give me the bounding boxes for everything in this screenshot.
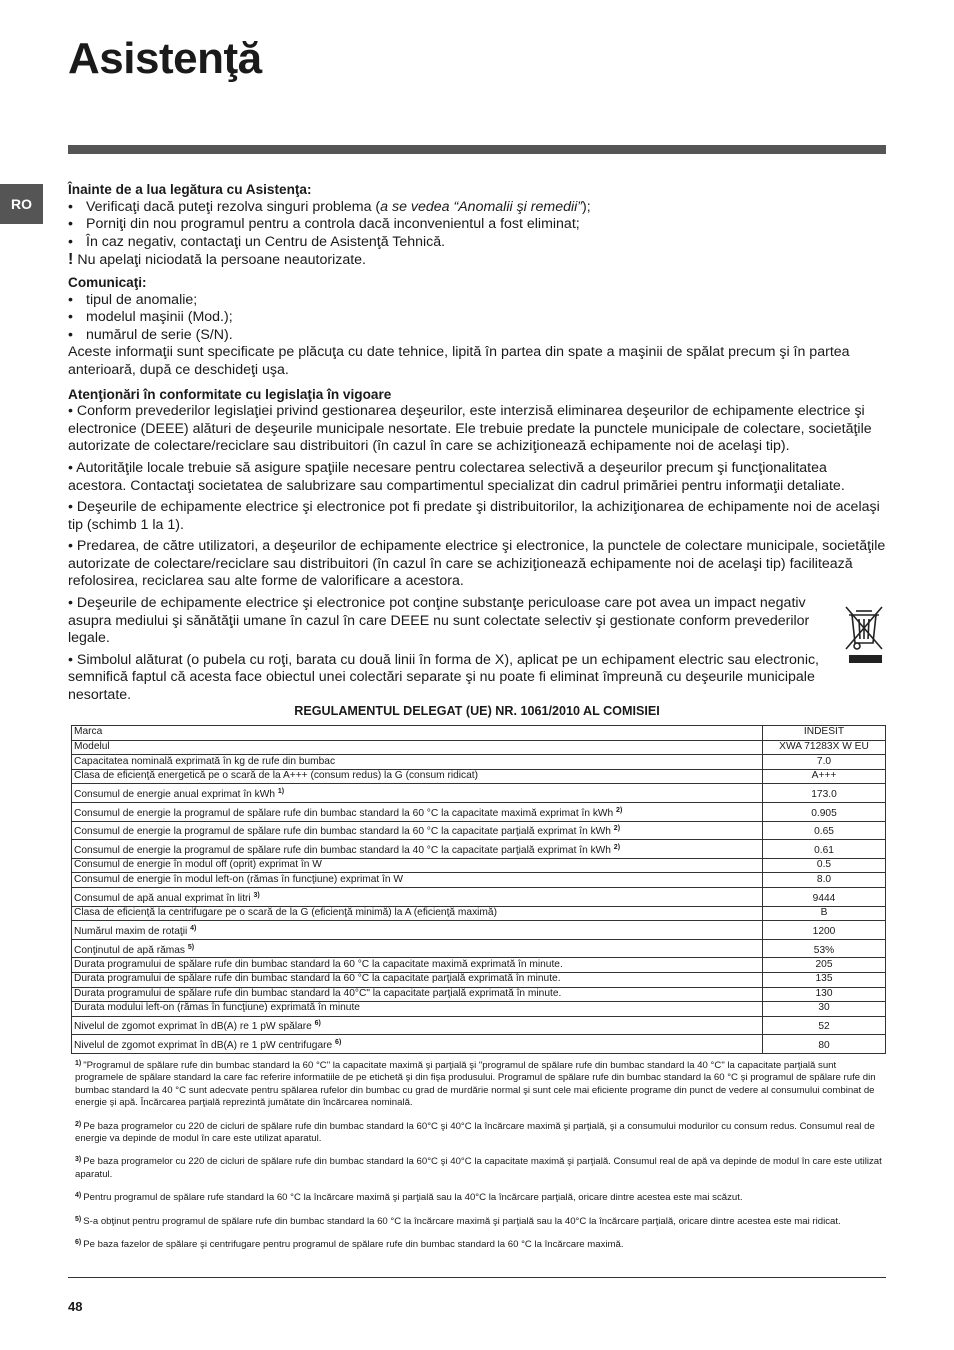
table-row [72,784,886,803]
communicate-item-3 [68,327,886,345]
exclamation-icon: ! [68,251,74,269]
bullet: • [68,233,73,250]
table-row [72,972,886,987]
table-cell-label [72,769,763,784]
footnote-mark: 3) [75,1156,82,1164]
footnote-mark: 1) [75,1060,82,1067]
footnote [75,1121,885,1146]
footnotes [75,1060,885,1262]
bullet: • [68,291,73,308]
before-item-1-end: ); [582,198,591,215]
legal-paragraph: • Simbolul alăturat (o pubela cu roţi, barata cu două linii în forma de X), aplicat pe un echipament electric sau electronic, semnifică faptul că acesta face obiectul unei colectări separate şi nu poate fi eliminat împreună cu deşeurile municipale nesortate. [68,651,820,704]
bullet: • [68,216,73,233]
footnote [75,1156,885,1181]
table-cell-label [72,840,763,859]
footnote [75,1216,885,1228]
row-label: Clasa de eficienţă energetică pe o scară de la A+++ (consum redus) la G (consum ridicat) [74,770,479,782]
table-row [72,840,886,859]
table-cell-value: B [763,906,886,921]
before-item-2 [68,216,886,234]
table-cell-value: 135 [763,972,886,987]
row-label: Nivelul de zgomot exprimat în dB(A) re 1 pW centrifugare [74,1040,333,1052]
footnote-ref: 5) [187,943,195,951]
language-tab: RO [0,184,43,224]
table-cell-label [72,939,763,958]
table-cell-value: 7.0 [763,755,886,770]
legal-paragraph: • Autorităţile locale trebuie să asigure spaţiile necesare pentru colectarea selectivă a deşeurilor precum şi funcţionalitatea acestora. Contactaţi societatea de salubrizare sau compartimentul specializat din cadrul primăriei pentru informaţii detaliate. [68,459,845,494]
legal-paragraph: • Deşeurile de echipamente electrice şi electronice pot fi predate şi distribuitorilor, la achiziţionarea de echipamente noi de acelaşi tip (schimb 1 la 1). [68,499,880,533]
table-cell-label [72,821,763,840]
legal-paragraph: • Predarea, de către utilizatori, a deşeurilor de echipamente electrice şi electronice, la punctele de colectare municipale, societăţile autorizate de colectare/reciclare sau distribuitori (în cazul în care se achiziţionează echipamente noi de acelaşi tip) facilitează refolosirea, reciclarea sau alte forme de valorificare a acestora. [68,538,886,590]
row-label: Consumul de energie anual exprimat în kWh [74,789,276,801]
legal-heading: Atenţionări în conformitate cu legislaţia în vigoare [68,386,392,402]
table-row [72,887,886,906]
table-cell-label [72,1002,763,1017]
table-row [72,726,886,741]
row-label: Clasa de eficienţă la centrifugare pe o scară de la G (eficienţă minimă) la A (eficienţă maximă) [74,906,497,918]
row-label: Modelul [74,740,110,752]
table-row [72,821,886,840]
table-cell-value: 0.5 [763,858,886,873]
table-cell-label [72,802,763,821]
table-row [72,802,886,821]
table-cell-value: 80 [763,1035,886,1054]
table-row [72,1035,886,1054]
table-row [72,906,886,921]
footnote-ref: 6) [314,1020,321,1028]
table-row [72,1016,886,1035]
table-cell-label [72,906,763,921]
page-title: Asistenţă [68,34,262,83]
before-contact-heading: Înainte de a lua legătura cu Asistenţa: [68,182,312,197]
table-row [72,921,886,940]
communicate-note: Aceste informaţii sunt specificate pe plăcuţa cu date tehnice, lipită în partea din spate a maşinii de spălat precum şi în partea anterioară, după ce deschideţi uşa. [68,344,850,378]
legal-paragraph: • Deşeurile de echipamente electrice şi electronice pot conţine substanţe periculoase care pot avea un impact negativ asupra mediului şi sănătăţii umane în cazul în care DEEE nu sunt colectate selectiv şi gestionate conform prevederilor legale. [68,595,810,647]
communicate-item-text: tipul de anomalie; [86,291,198,308]
table-cell-label [72,972,763,987]
header-rule [68,145,886,154]
row-label: Durata programului de spălare rufe din bumbac standard la 60 °C la capacitate parţială exprimată în minute. [74,973,561,985]
table-cell-value: 1200 [763,921,886,940]
communicate-item-text: modelul maşinii (Mod.); [86,309,233,326]
before-item-1 [68,199,886,217]
before-item-1-reference: a se vedea “Anomalii şi remedii” [380,198,583,215]
row-label: Nivelul de zgomot exprimat în dB(A) re 1 pW spălare [74,1021,312,1033]
row-label: Durata programului de spălare rufe din bumbac standard la 40°C" la capacitate parţială exprimată în minute. [74,987,562,999]
footer-rule [68,1277,886,1278]
footnote-ref: 4) [190,924,197,932]
table-cell-value: INDESIT [763,726,886,741]
legal-paragraph: • Conform prevederilor legislaţiei privind gestionarea deşeurilor, este interzisă eliminarea deşeurilor de echipamente electrice şi electronice (DEEE) alături de deşeurile municipale nesortate. Ele trebuie predate la punctele municipale de colectare, societăţile autorizate de colectare/reciclare sau distribuitori (în cazul în care se achiziţionează echipamente noi de acelaşi tip). [68,403,872,455]
footnote-text: "Programul de spălare rufe din bumbac standard la 60 °C" la capacitate maximă şi parţială şi "programul de spălare rufe din bumbac standard la 40 °C" la capacitate parţială sunt programele de spălare standard la care fac referire informatiile de pe etichetă şi din fişa produsului. Programul de spălare rufe din bumbac standard la 60 °C şi programul de spălare rufe din bumbac standard la 40 °C sunt adecvate pentru spălarea rufelor din bumbac cu grad de murdărie normal şi sunt cele mai eficiente programe din punct de vedere al consumului combinat de energie şi apă. Încărcarea parţială reprezintă jumătate din încărcarea nominală. [75,1060,876,1109]
footnote-ref: 1) [277,788,285,796]
footnote-mark: 2) [75,1120,82,1128]
regulation-title: REGULAMENTUL DELEGAT (UE) NR. 1061/2010 AL COMISIEI [294,704,660,718]
table-cell-label [72,740,763,755]
table-cell-label [72,921,763,940]
before-item-3 [68,234,886,252]
table-cell-value: 52 [763,1016,886,1035]
bullet: • [68,326,73,343]
main-content [68,181,886,705]
energy-label-table [71,725,886,1054]
footnote-ref: 2) [616,806,623,814]
table-row [72,939,886,958]
table-cell-label [72,755,763,770]
table-cell-label [72,887,763,906]
page-number: 48 [68,1299,83,1314]
before-item-3-text: În caz negativ, contactaţi un Centru de Asistenţă Tehnică. [86,233,446,250]
row-label: Durata modului left-on (rămas în funcţiune) exprimată în minute [74,1002,360,1014]
table-row [72,987,886,1002]
footnote-mark: 4) [75,1192,82,1200]
table-cell-value: 53% [763,939,886,958]
table-cell-label [72,873,763,888]
communicate-item-text: numărul de serie (S/N). [86,326,233,343]
table-cell-label [72,987,763,1002]
footnote-ref: 6) [335,1039,342,1047]
row-label: Numărul maxim de rotaţii [74,925,188,937]
table-cell-label [72,1016,763,1035]
table-cell-value: 205 [763,958,886,973]
crossed-wheelie-bin-icon [843,601,885,665]
bullet: • [68,198,73,215]
row-label: Consumul de energie la programul de spălare rufe din bumbac standard la 40 °C la capacitate parţială exprimat în kWh [74,844,611,856]
footnote-ref: 2) [613,843,621,851]
before-item-2-text: Porniţi din nou programul pentru a controla dacă inconvenientul a fost eliminat; [86,216,580,233]
row-label: Consumul de energie la programul de spălare rufe din bumbac standard la 60 °C la capacitate parţială exprimat în kWh [74,826,611,838]
row-label: Durata programului de spălare rufe din bumbac standard la 60 °C la capacitate maximă exprimată în minute. [74,958,563,970]
table-row [72,755,886,770]
table-cell-label [72,726,763,741]
row-label: Consumul de energie în modul left-on (rămas în funcţiune) exprimat în W [74,873,403,885]
table-cell-value: 0.61 [763,840,886,859]
bullet: • [68,309,73,326]
table-row [72,958,886,973]
table-row [72,1002,886,1017]
footnote-text: Pe baza programelor cu 220 de cicluri de spălare rufe din bumbac standard la 60°C şi 40°C la încărcare maximă şi parţială, şi a consumului modurilor cu consum redus. Consumul real de energie va depinde de modul în care este utilizat aparatul. [75,1120,875,1145]
footnote [75,1239,885,1251]
footnote [75,1060,885,1110]
footnote-ref: 2) [613,825,621,833]
footnote-ref: 3) [253,891,260,899]
table-cell-label [72,1035,763,1054]
footnote-text: S-a obţinut pentru programul de spălare rufe din bumbac standard la 60 °C la încărcare maximă şi parţială sau la 40°C la încărcare parţială, oricare dintre acestea este mai ridicat. [83,1215,841,1227]
table-cell-value: 8.0 [763,873,886,888]
table-cell-value: A+++ [763,769,886,784]
footnote [75,1192,885,1204]
table-cell-value: 130 [763,987,886,1002]
table-cell-value: 30 [763,1002,886,1017]
footnote-text: Pe baza programelor cu 220 de cicluri de spălare rufe din bumbac standard la 60°C şi 40°C la capacitate maximă şi parţială. Consumul real de apă va depinde de modul în care este utilizat aparatul. [75,1156,882,1180]
footnote-mark: 5) [75,1215,82,1223]
table-cell-label [72,784,763,803]
table-cell-label [72,858,763,873]
row-label: Conţinutul de apă rămas [74,944,185,956]
warning-text: Nu apelaţi niciodată la persoane neautorizate. [77,252,367,269]
row-label: Capacitatea nominală exprimată în kg de rufe din bumbac [74,755,336,767]
table-row [72,740,886,755]
footnote-text: Pentru programul de spălare rufe standard la 60 °C la încărcare maximă şi parţială sau la 40°C la încărcare parţială, oricare dintre acestea este mai scăzut. [83,1192,743,1204]
row-label: Consumul de energie în modul off (oprit) exprimat în W [74,859,322,871]
table-row [72,873,886,888]
footnote-text: Pe baza fazelor de spălare şi centrifugare pentru programul de spălare rufe din bumbac standard la 60 °C la încărcare maximă. [83,1239,624,1251]
footnote-mark: 6) [75,1239,82,1247]
table-row [72,769,886,784]
table-cell-value: 0.905 [763,802,886,821]
table-cell-value: 173.0 [763,784,886,803]
table-cell-value: 0.65 [763,821,886,840]
communicate-heading: Comunicaţi: [68,274,147,290]
before-item-1-text: Verificaţi dacă puteţi rezolva singuri problema ( [86,198,381,215]
communicate-item-1 [68,292,886,310]
table-row [72,858,886,873]
communicate-item-2 [68,309,886,327]
table-cell-value: 9444 [763,887,886,906]
row-label: Consumul de apă anual exprimat în litri [74,892,251,904]
row-label: Marca [74,726,103,738]
warning-line [68,251,886,270]
row-label: Consumul de energie la programul de spălare rufe din bumbac standard la 60 °C la capacitate maximă exprimat în kWh [74,807,614,819]
table-cell-label [72,958,763,973]
table-cell-value: XWA 71283X W EU [763,740,886,755]
